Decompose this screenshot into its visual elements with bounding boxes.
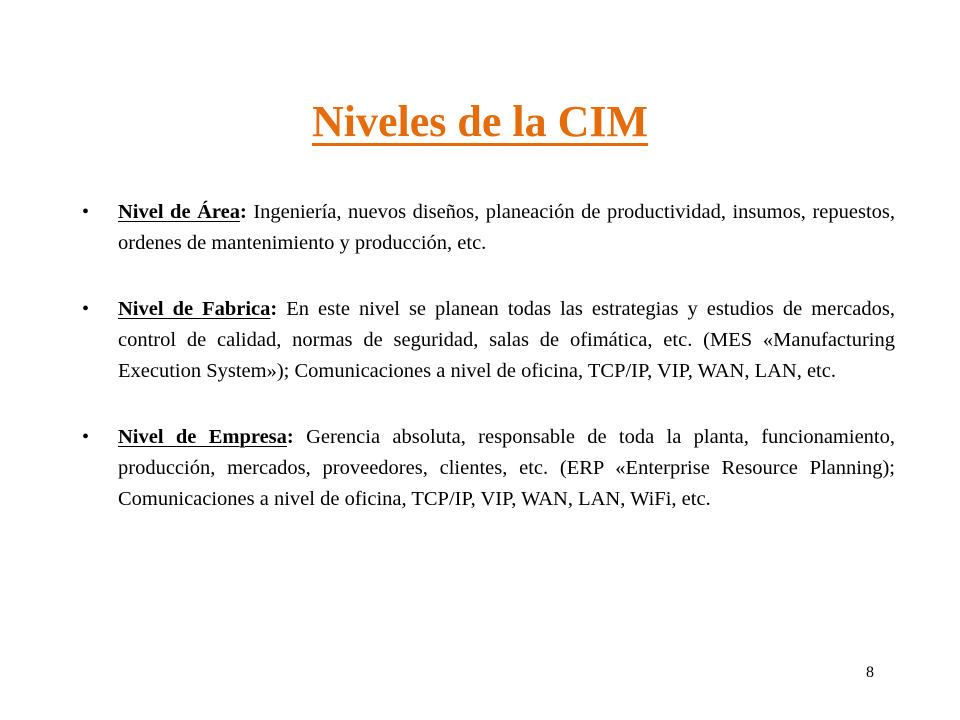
bullet-text: Gerencia absoluta, responsable de toda la planta, funcionamiento, producción, mercados, proveedores, clientes, etc. (ERP «Enterprise Resource Planning); Comunicaciones a nivel de oficina, TCP/IP, VIP, WAN, LAN, WiFi, etc. [118, 426, 895, 510]
bullet-text: En este nivel se planean todas las estrategias y estudios de mercados, control de calidad, normas de seguridad, salas de ofimática, etc. (MES «Manufacturing Execution System»); Comunicaciones a nivel de oficina, TCP/IP, VIP, WAN, LAN, etc. [118, 298, 895, 382]
bullet-list [80, 197, 895, 515]
bullet-separator: : [270, 298, 278, 320]
slide-title [0, 92, 960, 152]
bullet-dot-icon: • [82, 426, 90, 448]
bullet-separator: : [286, 426, 294, 448]
page-number: 8 [866, 664, 874, 681]
bullet-text: Ingeniería, nuevos diseños, planeación de productividad, insumos, repuestos, ordenes de mantenimiento y producción, etc. [118, 201, 895, 254]
slide-title-text: Niveles de la CIM [311, 97, 649, 146]
bullet-item-empresa [80, 422, 895, 515]
bullet-dot-icon: • [82, 298, 90, 320]
bullet-dot-icon: • [82, 201, 90, 223]
bullet-item-area [80, 197, 895, 259]
bullet-item-fabrica [80, 294, 895, 387]
bullet-label: Nivel de Área [118, 201, 240, 223]
bullet-label: Nivel de Fabrica [118, 298, 271, 320]
bullet-label: Nivel de Empresa [118, 426, 287, 448]
bullet-separator: : [239, 201, 247, 223]
